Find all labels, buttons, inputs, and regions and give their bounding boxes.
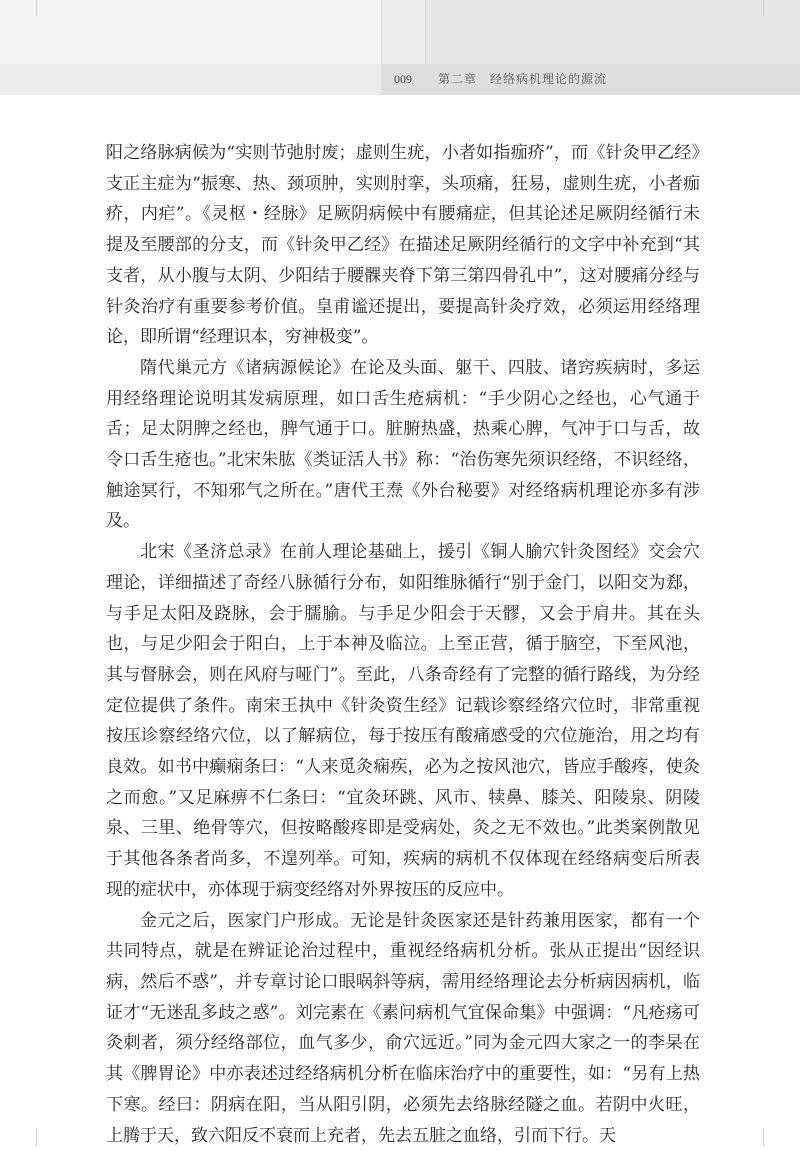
crop-mark-bottom-right	[763, 1128, 764, 1146]
crop-mark-top-right	[763, 0, 764, 16]
paragraph-3: 北宋《圣济总录》在前人理论基础上，援引《铜人腧穴针灸图经》交会穴理论，详细描述了奇经八脉循行分布，如阳维脉循行“别于金门，以阳交为郄，与手足太阳及跷脉，会于臑腧。与手足少阳会于天髎，又会于肩井。其在头也，与足少阳会于阳白，上于本神及临泣。上至正营，循于脑空，下至风池，其与督脉会，则在风府与哑门”。至此，八条奇经有了完整的循行路线，为分经定位提供了条件。南宋王执中《针灸资生经》记载诊察经络穴位时，非常重视按压诊察经络穴位，以了解病位，每于按压有酸痛感受的穴位施治，用之均有良效。如书中癫痫条曰：“人来觅灸痫疾，必为之按风池穴，皆应手酸疼，使灸之而愈。”又足麻痹不仁条曰：“宜灸环跳、风市、犊鼻、膝关、阳陵泉、阴陵泉、三里、绝骨等穴，但按略酸疼即是受病处，灸之无不效也。”此类案例散见于其他各条者尚多，不遑列举。可知，疾病的病机不仅体现在经络病变后所表现的症状中，亦体现于病变经络对外界按压的反应中。	[106, 542, 700, 900]
header-left-block	[0, 0, 382, 64]
paragraph-4: 金元之后，医家门户形成。无论是针灸医家还是针药兼用医家，都有一个共同特点，就是在辨证论治过程中，重视经络病机分析。张从正提出“因经识病，然后不惑”，并专章讨论口眼㖞斜等病，需用经络理论去分析病因病机，临证才“无迷乱多歧之惑”。刘完素在《素问病机气宜保命集》中强调：“凡疮疡可灸刺者，须分经络部位，血气多少，俞穴远近。”同为金元四大家之一的李杲在其《脾胃论》中亦表述过经络病机分析在临床治疗中的重要性，如：“另有上热下寒。经曰：阴病在阳，当从阳引阴，必须先去络脉经隧之血。若阴中火旺，上腾于天，致六阳反不衰而上充者，先去五脏之血络，引而下行。天	[106, 910, 700, 1146]
body-text	[106, 138, 700, 1151]
paragraph-2: 隋代巢元方《诸病源候论》在论及头面、躯干、四肢、诸窍疾病时，多运用经络理论说明其发病原理，如口舌生疮病机：“手少阴心之经也，心气通于舌；足太阴脾之经也，脾气通于口。脏腑热盛，热乘心脾，气冲于口与舌，故令口舌生疮也。”北宋朱肱《类证活人书》称：“治伤寒先须识经络，不识经络，触途冥行，不知邪气之所在。”唐代王焘《外台秘要》对经络病机理论亦多有涉及。	[106, 357, 700, 532]
crop-mark-top-left	[36, 0, 37, 16]
chapter-title: 第二章 经络病机理论的源流	[438, 72, 608, 86]
page-number: 009	[394, 72, 412, 86]
paragraph-1: 阳之络脉病候为“实则节弛肘废；虚则生疣，小者如指痂疥”，而《针灸甲乙经》支正主症为“振寒、热、颈项肿，实则肘挛，头项痛，狂易，虚则生疣，小者痂疥，内疟”。《灵枢・经脉》足厥阴病候中有腰痛症，但其论述足厥阴经循行未提及至腰部的分支，而《针灸甲乙经》在描述足厥阴经循行的文字中补充到“其支者，从小腹与太阴、少阳结于腰髁夹脊下第三第四骨孔中”，这对腰痛分经与针灸治疗有重要参考价值。皇甫谧还提出，要提高针灸疗效，必须运用经络理论，即所谓“经理识本，穷神极变”。	[106, 143, 700, 348]
crop-mark-bottom-left	[36, 1128, 37, 1146]
header-right-block	[425, 0, 800, 64]
